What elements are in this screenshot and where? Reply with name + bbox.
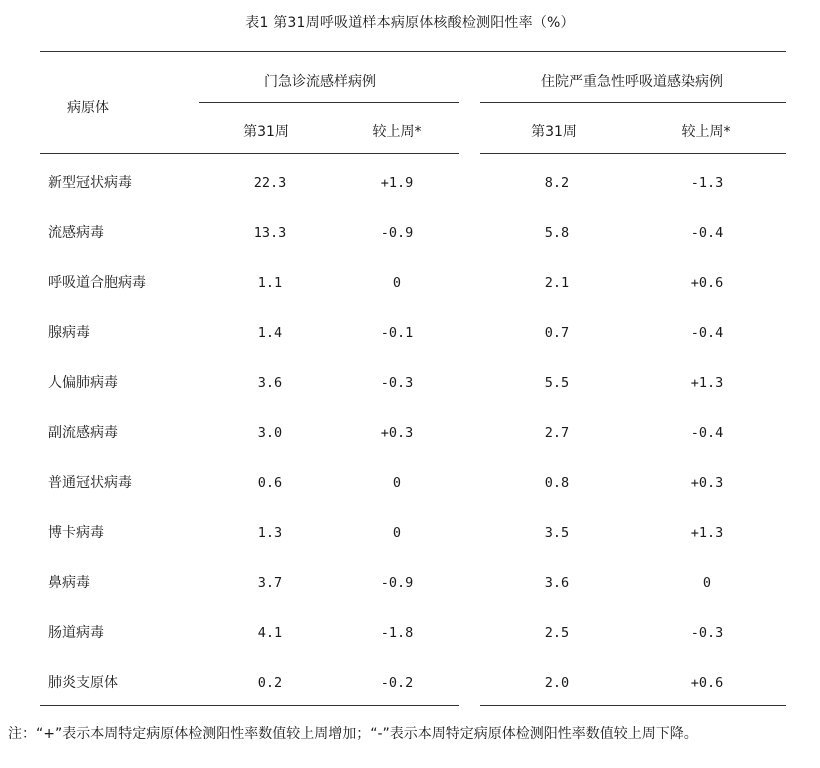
- row-op-week: 1.4: [257, 325, 283, 341]
- row-op-week: 22.3: [253, 175, 287, 191]
- header-op-change: 较上周*: [372, 124, 422, 140]
- row-pathogen-name: 呼吸道合胞病毒: [48, 275, 146, 291]
- bottom-rule-left: [40, 705, 459, 706]
- row-ip-week: 3.6: [544, 575, 570, 591]
- row-op-change: -1.8: [380, 625, 414, 641]
- row-ip-change: +0.3: [690, 475, 724, 491]
- row-ip-week: 0.7: [544, 325, 570, 341]
- row-pathogen-name: 流感病毒: [48, 225, 104, 241]
- row-op-week: 3.7: [257, 575, 283, 591]
- header-op-week: 第31周: [243, 124, 289, 140]
- row-ip-change: +1.3: [690, 525, 724, 541]
- row-pathogen-name: 新型冠状病毒: [48, 175, 132, 191]
- row-pathogen-name: 博卡病毒: [48, 525, 104, 541]
- row-pathogen-name: 人偏肺病毒: [48, 375, 118, 391]
- header-pathogen: 病原体: [67, 100, 109, 116]
- row-pathogen-name: 普通冠状病毒: [48, 475, 132, 491]
- row-ip-change: -0.4: [690, 425, 724, 441]
- row-op-change: +0.3: [380, 425, 414, 441]
- row-ip-change: +0.6: [690, 275, 724, 291]
- row-ip-week: 2.5: [544, 625, 570, 641]
- row-ip-week: 5.5: [544, 375, 570, 391]
- row-op-week: 13.3: [253, 225, 287, 241]
- header-ip-week: 第31周: [531, 124, 577, 140]
- bottom-rule-right: [480, 705, 786, 706]
- row-op-week: 1.1: [257, 275, 283, 291]
- row-op-week: 3.6: [257, 375, 283, 391]
- row-ip-change: +1.3: [690, 375, 724, 391]
- row-op-change: -0.2: [380, 675, 414, 691]
- row-op-week: 0.6: [257, 475, 283, 491]
- row-ip-change: -0.4: [690, 225, 724, 241]
- row-ip-week: 5.8: [544, 225, 570, 241]
- row-ip-week: 2.1: [544, 275, 570, 291]
- row-ip-change: 0: [702, 575, 712, 591]
- table-title: 表1 第31周呼吸道样本病原体核酸检测阳性率（%）: [245, 15, 575, 31]
- row-op-week: 4.1: [257, 625, 283, 641]
- row-ip-week: 2.7: [544, 425, 570, 441]
- row-op-change: 0: [392, 275, 402, 291]
- row-ip-week: 8.2: [544, 175, 570, 191]
- header-rule-right: [480, 153, 786, 154]
- header-group-inpatient: 住院严重急性呼吸道感染病例: [541, 74, 723, 90]
- row-ip-change: +0.6: [690, 675, 724, 691]
- row-pathogen-name: 副流感病毒: [48, 425, 118, 441]
- row-ip-change: -0.3: [690, 625, 724, 641]
- row-pathogen-name: 腺病毒: [48, 325, 90, 341]
- row-ip-week: 3.5: [544, 525, 570, 541]
- row-ip-week: 0.8: [544, 475, 570, 491]
- header-rule-left: [40, 153, 459, 154]
- header-group-outpatient: 门急诊流感样病例: [264, 74, 376, 90]
- row-op-change: +1.9: [380, 175, 414, 191]
- row-pathogen-name: 肠道病毒: [48, 625, 104, 641]
- row-ip-week: 2.0: [544, 675, 570, 691]
- row-op-change: 0: [392, 475, 402, 491]
- row-op-change: -0.9: [380, 575, 414, 591]
- table-top-rule: [40, 51, 786, 52]
- row-op-change: 0: [392, 525, 402, 541]
- row-op-change: -0.3: [380, 375, 414, 391]
- row-op-week: 3.0: [257, 425, 283, 441]
- header-ip-change: 较上周*: [681, 124, 731, 140]
- row-pathogen-name: 鼻病毒: [48, 575, 90, 591]
- footnote: 注：“+”表示本周特定病原体检测阳性率数值较上周增加；“-”表示本周特定病原体检测阳性率数值较上周下降。: [8, 726, 698, 742]
- group-rule-inpatient: [480, 102, 786, 103]
- row-op-week: 1.3: [257, 525, 283, 541]
- row-pathogen-name: 肺炎支原体: [48, 675, 118, 691]
- row-op-change: -0.9: [380, 225, 414, 241]
- row-op-change: -0.1: [380, 325, 414, 341]
- row-ip-change: -0.4: [690, 325, 724, 341]
- group-rule-outpatient: [199, 102, 459, 103]
- row-op-week: 0.2: [257, 675, 283, 691]
- row-ip-change: -1.3: [690, 175, 724, 191]
